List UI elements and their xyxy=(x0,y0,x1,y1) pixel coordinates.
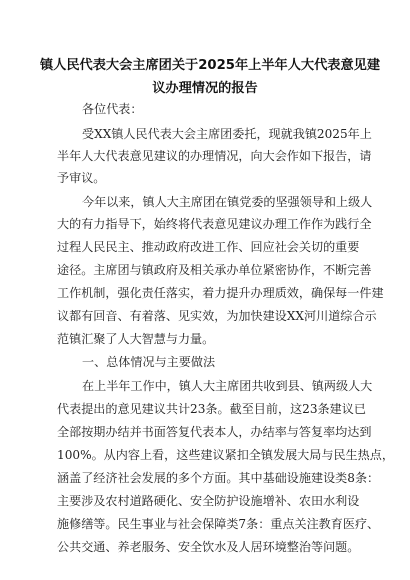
body-line: 范镇汇聚了人大智慧与力量。 xyxy=(57,332,215,346)
salutation: 各位代表： xyxy=(82,102,143,116)
body-line: 100%。从内容上看，这些建议紧扣全镇发展大局与民生热点， xyxy=(57,448,394,462)
body-line: 过程人民民主、推动政府改进工作、回应社会关切的重要 xyxy=(57,240,360,254)
body-line: 予审议。 xyxy=(57,171,106,185)
body-line: 受XX镇人民代表大会主席团委托，现就我镇2025年上 xyxy=(82,127,372,141)
body-line: 施修缮等。民生事业与社会保障类7条：重点关注教育医疗、 xyxy=(57,517,380,531)
body-line: 半年人大代表意见建议的办理情况，向大会作如下报告，请 xyxy=(57,149,372,163)
section-heading: 一、总体情况与主要做法 xyxy=(82,355,216,369)
body-line: 在上半年工作中，镇人大主席团共收到县、镇两级人大 xyxy=(82,379,373,393)
body-line: 全部按期办结并书面答复代表本人，办结率与答复率均达到 xyxy=(57,425,372,439)
body-line: 公共交通、养老服务、安全饮水及人居环境整治等问题。 xyxy=(57,540,360,554)
body-line: 议都有回音、有着落、见实效，为加快建设XX河川道综合示 xyxy=(57,309,377,323)
body-line: 途径。主席团与镇政府及相关承办单位紧密协作，不断完善 xyxy=(57,263,372,277)
body-line: 今年以来，镇人大主席团在镇党委的坚强领导和上级人 xyxy=(82,195,373,209)
document-title-line-2: 议办理情况的报告 xyxy=(152,81,258,96)
body-line: 工作机制，强化责任落实，着力提升办理质效，确保每一件建 xyxy=(57,286,384,300)
body-line: 大的有力指导下，始终将代表意见建议办理工作作为践行全 xyxy=(57,217,372,231)
document-title-line-1: 镇人民代表大会主席团关于2025年上半年人大代表意见建 xyxy=(40,58,381,73)
body-line: 代表提出的意见建议共计23条。截至目前，这23条建议已 xyxy=(57,402,366,416)
body-line: 主要涉及农村道路硬化、安全防护设施增补、农田水利设 xyxy=(57,494,360,508)
body-line: 涵盖了经济社会发展的多个方面。其中基础设施建设类8条： xyxy=(57,471,380,485)
